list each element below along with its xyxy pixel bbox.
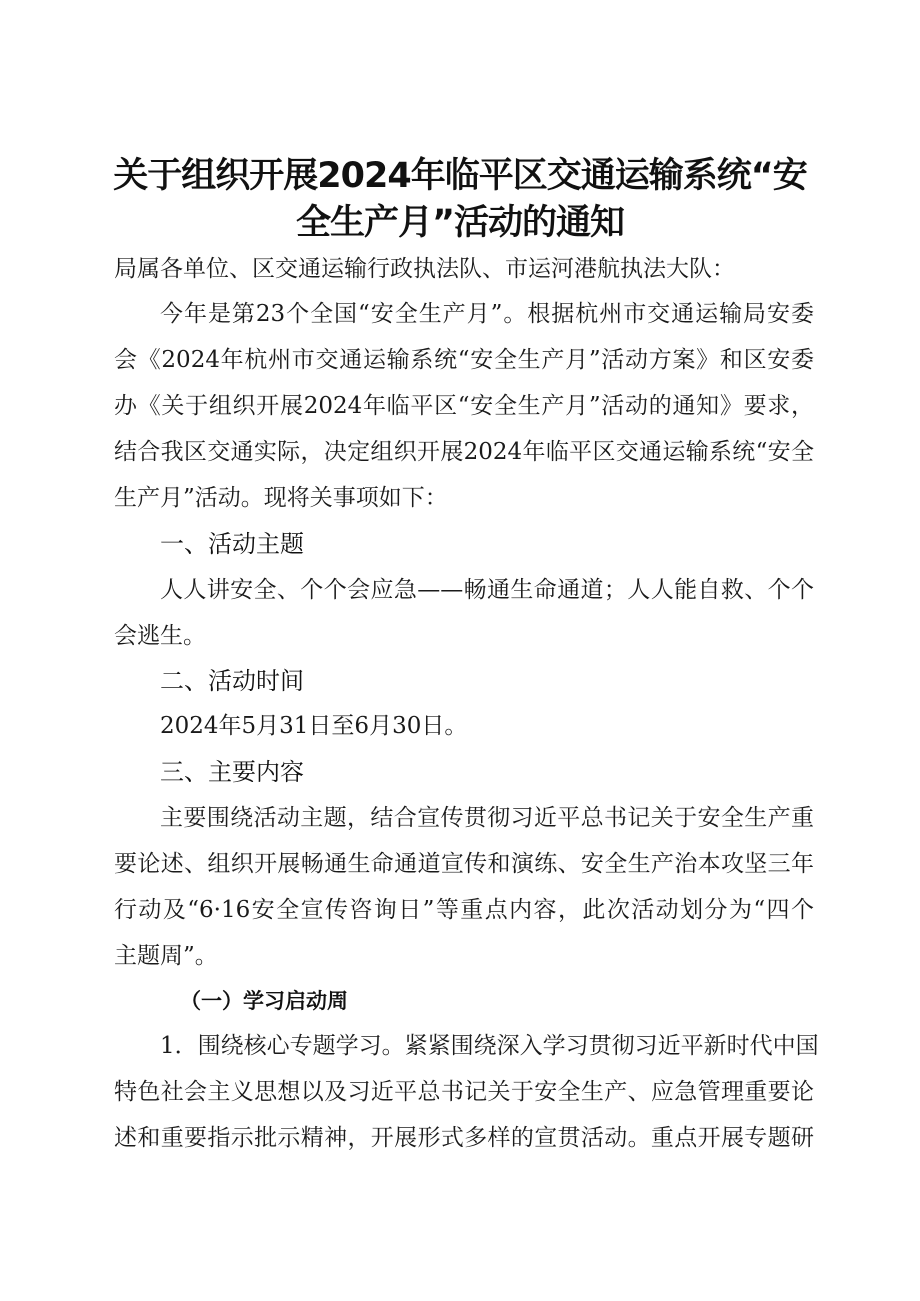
content-paragraph-line: 要论述、组织开展畅通生命通道宣传和演练、安全生产治本攻坚三年 xyxy=(114,851,814,877)
intro-paragraph-line: 结合我区交通实际，决定组织开展2024年临平区交通运输系统“安全 xyxy=(114,439,814,465)
section-heading-time: 二、活动时间 xyxy=(160,667,304,695)
intro-paragraph-line: 今年是第23个全国“安全生产月”。根据杭州市交通运输局安委 xyxy=(160,301,814,327)
addressee: 局属各单位、区交通运输行政执法队、市运河港航执法大队： xyxy=(114,256,735,282)
time-paragraph-line: 2024年5月31日至6月30日。 xyxy=(160,713,468,739)
content-paragraph-line: 主要围绕活动主题，结合宣传贯彻习近平总书记关于安全生产重 xyxy=(160,805,814,831)
intro-paragraph-line: 办《关于组织开展2024年临平区“安全生产月”活动的通知》要求， xyxy=(114,393,814,419)
subsection-heading-study-week: （一）学习启动周 xyxy=(180,989,348,1013)
section-heading-theme: 一、活动主题 xyxy=(160,530,304,558)
intro-paragraph-line: 生产月”活动。现将关事项如下： xyxy=(114,485,448,511)
section-heading-content: 三、主要内容 xyxy=(160,758,304,786)
theme-paragraph-line: 会逃生。 xyxy=(114,623,206,649)
document-title-line-1: 关于组织开展2024年临平区交通运输系统“安 xyxy=(113,156,807,196)
study-week-paragraph-line: 1．围绕核心专题学习。紧紧围绕深入学习贯彻习近平新时代中国 xyxy=(160,1033,819,1059)
intro-paragraph-line: 会《2024年杭州市交通运输系统“安全生产月”活动方案》和区安委 xyxy=(114,347,814,373)
document-title-line-2: 全生产月”活动的通知 xyxy=(295,203,624,243)
study-week-paragraph-line: 述和重要指示批示精神，开展形式多样的宣贯活动。重点开展专题研 xyxy=(114,1125,814,1151)
content-paragraph-line: 行动及“6·16安全宣传咨询日”等重点内容，此次活动划分为“四个 xyxy=(114,897,814,923)
content-paragraph-line: 主题周”。 xyxy=(114,943,218,969)
study-week-paragraph-line: 特色社会主义思想以及习近平总书记关于安全生产、应急管理重要论 xyxy=(114,1079,814,1105)
theme-paragraph-line: 人人讲安全、个个会应急——畅通生命通道；人人能自救、个个 xyxy=(160,577,814,603)
